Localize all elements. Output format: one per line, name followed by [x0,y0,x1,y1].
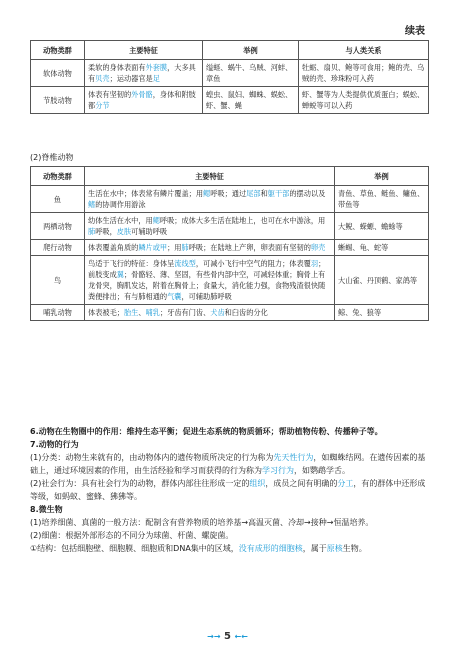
group-cell: 鸟 [31,256,85,305]
table-row [31,60,429,87]
section-heading [30,503,428,516]
examples-cell: 蜥蜴、龟、蛇等 [335,240,429,256]
paragraph [30,542,428,555]
key-term: 翼 [116,270,124,279]
examples-cell: 蝗虫、鼠妇、蜘蛛、蜈蚣、虾、蟹、蝇 [203,87,299,114]
key-term: 尾部 [246,189,261,198]
text-run: 6.动物在生物圈中的作用：维持生态平衡；促进生态系统的物质循环；帮助植物传粉、传播种子等。 [30,427,383,436]
text-run: 的摆动以及 [289,189,326,198]
text-run: (1)培养细菌、真菌的一般方法：配制含有营养物质的培养基→高温灭菌、冷却→接种→恒温培养。 [30,518,374,527]
key-term: 气囊 [167,292,182,301]
table2-header: 主要特征 [85,167,335,186]
text-run: 体表有坚韧的 [88,90,132,99]
key-term: 鳃 [203,189,211,198]
features-cell [85,87,203,114]
key-term: 足 [152,74,160,83]
group-cell: 两栖动物 [31,213,85,240]
text-run: 体表覆盖角质的 [88,243,139,252]
table-row [31,240,429,256]
table1-header: 举例 [203,41,299,60]
footer-arrows-right: ←← [234,632,248,641]
text-run: 呼吸；成体大多生活在陆地上，也可在水中游泳，用 [159,216,326,225]
table2-header: 举例 [335,167,429,186]
text-run: (1)分类：动物生来就有的，由动物体内的遗传物质所决定的行为称为 [30,453,274,462]
text-run: 生活在水中；体表常有鳞片覆盖；用 [88,189,204,198]
key-term: 外套膜 [145,63,168,72]
text-run: 体表被毛； [88,308,124,317]
table-row [31,186,429,213]
text-run: ，可减小飞行中空气的阻力；体表覆 [195,259,311,268]
section-heading [30,425,428,438]
text-run: 幼体生活在水中，用 [88,216,153,225]
group-cell: 爬行动物 [31,240,85,256]
text-run: 呼吸， [95,227,117,236]
text-run: (2)社会行为：具有社会行为的动物，群体内部往往形成一定的 [30,479,250,488]
key-term: 学习行为 [262,466,294,475]
key-term: 卵壳 [310,243,326,252]
key-term: 肺 [88,227,96,236]
group-cell: 节肢动物 [31,87,85,114]
paragraph [30,477,428,503]
relation-cell: 虾、蟹等为人类提供优质蛋白；蜈蚣、蝉蜕等可以入药 [299,87,429,114]
text-run: 柔软的身体表面有 [88,63,146,72]
text-run: 和臼齿的分化 [224,308,268,317]
group-cell: 哺乳动物 [31,305,85,321]
examples-cell: 大鲵、蝾螈、蟾蜍等 [335,213,429,240]
examples-cell: 鲸、兔、狼等 [335,305,429,321]
key-term: 鳞片或甲 [138,243,168,252]
features-cell [85,186,335,213]
examples-cell: 大山雀、丹顶鹤、家鸽等 [335,256,429,305]
key-term: 流线型 [174,259,196,268]
section-heading [30,438,428,451]
group-cell: 鱼 [31,186,85,213]
table-row [31,87,429,114]
text-run: 8.微生物 [30,505,63,514]
text-run: 鸟适于飞行的特征：身体呈 [88,259,175,268]
text-run: 生物。 [342,544,367,553]
features-cell [85,305,335,321]
key-term: 原核 [326,544,343,553]
examples-cell: 缢蛏、蜗牛、乌贼、河蚌、章鱼 [203,60,299,87]
text-run: 呼吸；在陆地上产卵，卵表面有坚韧的 [188,243,311,252]
table2-header: 动物类群 [31,167,85,186]
key-term: 哺乳 [145,308,160,317]
paragraph [30,529,428,542]
text-run: 、 [138,308,146,317]
features-cell [85,256,335,305]
paragraph [30,516,428,529]
table-row [31,213,429,240]
footer-arrows-left: →→ [207,632,221,641]
text-run: 的协调作用游泳 [95,200,146,209]
text-run: ，身体和附肢都 [88,90,196,110]
key-term: 鳃 [152,216,160,225]
key-term: 犬齿 [210,308,225,317]
group-cell: 软体动物 [31,60,85,87]
paragraph [30,451,428,477]
text-run: ；前肢变成 [88,259,326,279]
table1-header: 与人类关系 [299,41,429,60]
text-run: ，如蜘蛛结网。在遗传因素的基础上，通过环境因素的作用，由生活经验和学习而获得的行为称为 [30,453,426,475]
text-run: ，如鹦鹉学舌。 [294,466,350,475]
features-cell [85,240,335,256]
text-run: ，成员之间有明确的 [265,479,338,488]
text-run: 7.动物的行为 [30,440,79,449]
vertebrate-table [30,166,429,321]
text-run: ，有的群体中还形成等级，如蚂蚁、蜜蜂、狒狒等。 [30,479,426,501]
section-vertebrates-label: (2)脊椎动物 [30,153,74,162]
key-term: 鳍 [88,200,96,209]
text-run: ；骨骼轻、薄、坚固，有些骨内部中空，可减轻体重；胸骨上有龙骨突，胸肌发达，附着在胸骨上；食量大，消化能力强，食物残渣很快随粪便排出；有与肺相通的 [88,270,326,301]
text-run: ，大多具有 [88,63,196,83]
table1-header: 动物类群 [31,41,85,60]
table1-header: 主要特征 [85,41,203,60]
text-run: 和 [260,189,268,198]
page-number: 5 [224,631,231,642]
key-term: 分节 [95,101,110,110]
notes-text [30,425,428,555]
features-cell [85,213,335,240]
features-cell [85,60,203,87]
key-term: 肺 [181,243,189,252]
key-term: 贝壳 [95,74,110,83]
text-run: 呼吸；通过 [210,189,247,198]
page-footer [0,631,455,642]
key-term: 分工 [337,479,354,488]
text-run: ；用 [167,243,182,252]
invertebrate-table [30,40,429,114]
table-row [31,256,429,305]
text-run: 可辅助呼吸 [131,227,168,236]
key-term: 皮肤 [116,227,132,236]
key-term: 先天性行为 [273,453,314,462]
table-row [31,305,429,321]
continued-label: 续表 [405,26,425,37]
key-term: 外骨骼 [131,90,153,99]
examples-cell: 青鱼、草鱼、鲢鱼、鳙鱼、带鱼等 [335,186,429,213]
text-run: ，可辅助肺呼吸 [181,292,232,301]
key-term: 羽 [310,259,319,268]
text-run: ①结构：包括细胞壁、细胞膜、细胞质和DNA集中的区域， [30,544,239,553]
key-term: 躯干部 [267,189,290,198]
text-run: ；牙齿有门齿、 [159,308,211,317]
relation-cell: 牡蛎、扇贝、鲍等可食用；鲍的壳、乌贼的壳、珍珠粉可入药 [299,60,429,87]
text-run: ，属于 [302,544,327,553]
key-term: 胎生 [123,308,139,317]
key-term: 没有成形的细胞核 [238,544,303,553]
key-term: 组织 [249,479,266,488]
text-run: ；运动器官是 [109,74,153,83]
text-run: (2)细菌：根据外部形态的不同分为球菌、杆菌、螺旋菌。 [30,531,234,540]
